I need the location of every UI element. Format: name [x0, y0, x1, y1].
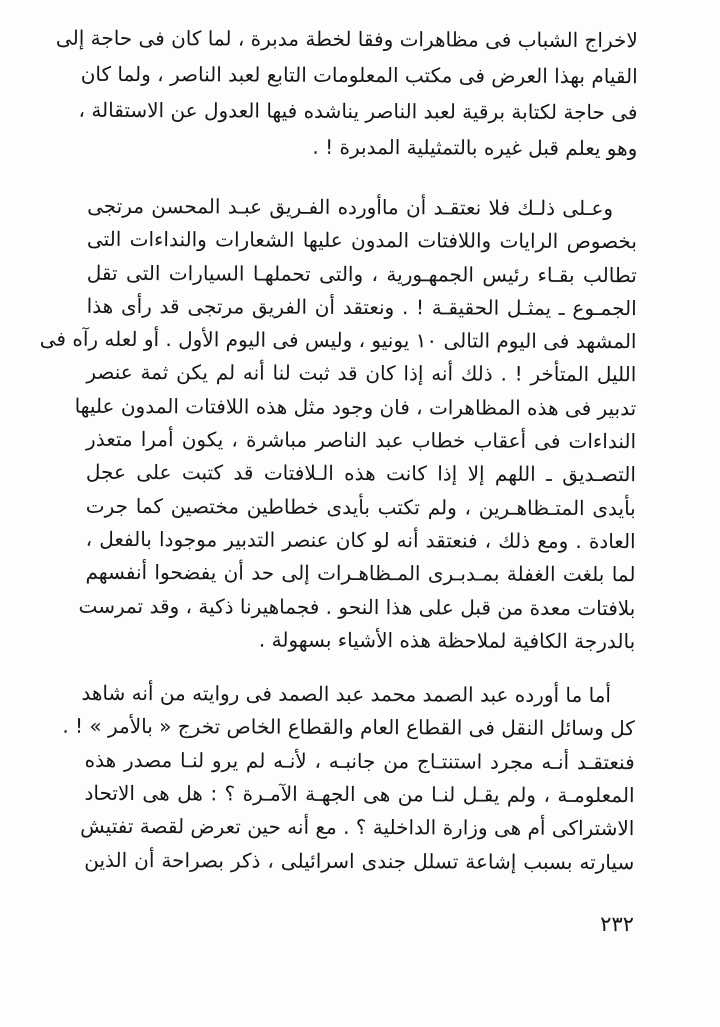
text-line: تطالب بقـاء رئيس الجمهـورية ، والتى تحملهـا السيارات التى تقل [86, 260, 637, 287]
text-line: المشهد فى اليوم التالى ١٠ يونيو ، وليس فى اليوم الأول . أو لعله رآه فى [39, 326, 637, 354]
text-line: بلافتات معدة من قبل على هذا النحو . فجماهيرنا ذكية ، وقد تمرست [78, 593, 636, 620]
text-line: الاشتراكى أم هى وزارة الداخلية ؟ . مع أنه حين تعرض لقصة تفتيش [80, 814, 635, 841]
text-line: العادة . ومع ذلك ، فنعتقد أنه لو كان عنصر التدبير موجودا بالفعل ، [85, 526, 636, 554]
text-line: وعـلى ذلـك فلا نعتقـد أن ماأورده الفـريق عبـد المحسن مرتجى [87, 193, 614, 221]
text-line: النداءات فى أعقاب خطاب عبد الناصر مباشرة ، يكون أمرا متعذر [86, 426, 637, 454]
page-number: ٢٣٢ [600, 911, 635, 937]
text-line: بالدرجة الكافية لملاحظة هذه الأشياء بسهولة . [258, 627, 636, 654]
text-line: بأيدى المتـظاهـرين ، ولم تكتب بأيدى خطاطين مختصين كما جرت [85, 493, 636, 520]
text-line: كل وسائل النقل فى القطاع العام والقطاع الخاص تخرج « بالأمر » ! . [62, 714, 635, 741]
text-line: بخصوص الرايات واللافتات المدون عليها الشعارات والنداءات التى [86, 227, 638, 254]
paragraph [39, 190, 638, 659]
text-line: لاخراج الشباب فى مظاهرات وفقا لخطة مدبرة ، لما كان فى حاجة إلى [55, 25, 638, 53]
text-line: فنعتقـد أنـه مجرد استنتـاج من جانبـه ، لأنـه لم يرو لنـا مصدر هذه [84, 747, 635, 774]
paragraph [62, 677, 635, 879]
text-line: المعلومـة ، ولم يقـل لنـا من هى الجهـة الآمـرة ؟ : هل هى الاتحاد [84, 780, 635, 808]
text-line: الجمـوع ـ يمثـل الحقيقـة ! . ونعتقد أن الفريق مرتجى قد رأى هذا [86, 293, 637, 321]
text-line: وهو يعلم قبل غيره بالتمثيلية المدبرة ! . [312, 134, 638, 161]
text-line: التصـديق ـ اللهم إلا إذا كانت هذه الـلافتات قد كتبت على عجل [85, 460, 636, 487]
text-line: أما ما أورده عبد الصمد محمد عبد الصمد فى روايته من أنه شاهد [81, 680, 612, 708]
text-line: فى حاجة لكتابة برقية لعبد الناصر يناشده فيها العدول عن الاستقالة ، [78, 97, 638, 125]
text-line: القيام بهذا العرض فى مكتب المعلومات التابع لعبد الناصر ، ولما كان [80, 61, 638, 89]
text-line: لما بلغت الغفلة بمـدبـرى المـظاهـرات إلى حد أن يفضحوا أنفسهم [85, 560, 636, 587]
text-line: سيارته بسبب إشاعة تسلل جندى اسرائيلى ، ذكر بصراحة أن الذين [84, 847, 635, 874]
text-line: تدبير فى هذه المظاهرات ، فان وجود مثل هذه اللافتات المدون عليها [74, 393, 637, 420]
text-line: الليل المتأخر ! . ذلك أنه إذا كان قد ثبت لنا أنه لم يكن ثمة عنصر [86, 360, 637, 387]
paragraph [55, 20, 638, 166]
